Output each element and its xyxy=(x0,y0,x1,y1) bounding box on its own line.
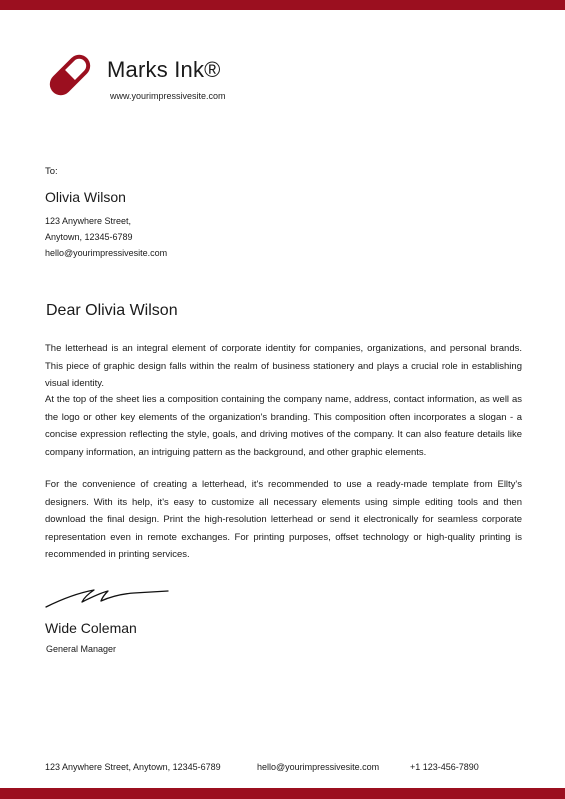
recipient-email: hello@yourimpressivesite.com xyxy=(45,248,168,258)
recipient-address-line1: 123 Anywhere Street, xyxy=(45,216,132,226)
recipient-name: Olivia Wilson xyxy=(45,189,126,205)
body-paragraph-3: For the convenience of creating a letterhead, it's recommended to use a ready-made template from Ellty's designers. With its help, it's easy to customize all necessary elements using simple editing tools and then download the final design. Print the high-resolution letterhead or send it electronically for seamless corporate representation even in remote exchanges. For printing purposes, offset technology or high-quality printing is recommended in printing services. xyxy=(45,479,522,561)
recipient-address-line2: Anytown, 12345-6789 xyxy=(45,232,133,242)
footer-address: 123 Anywhere Street, Anytown, 12345-6789 xyxy=(45,762,221,772)
to-label: To: xyxy=(45,166,58,177)
sender-name: Wide Coleman xyxy=(45,620,137,636)
handwritten-signature xyxy=(44,583,172,613)
salutation: Dear Olivia Wilson xyxy=(46,302,178,319)
body-paragraph-2: At the top of the sheet lies a composition containing the company name, address, contact information, as well as the logo or other key elements of the organization's branding. This composition often incorporates a slogan - a concise expression reflecting the style, goals, and driving motives of the company. It can also feature details like company information, an intriguing pattern as the background, and other graphic elements. xyxy=(45,394,522,458)
pill-capsule-icon xyxy=(44,48,96,102)
top-accent-bar xyxy=(0,0,565,10)
footer-phone: +1 123-456-7890 xyxy=(410,762,479,772)
bottom-accent-bar xyxy=(0,788,565,799)
body-paragraph-1: The letterhead is an integral element of corporate identity for companies, organizations, and personal brands. This piece of graphic design falls within the realm of business stationery and plays a crucial role in establishing visual identity. xyxy=(45,343,522,390)
sender-title: General Manager xyxy=(46,644,117,654)
footer-email: hello@yourimpressivesite.com xyxy=(257,762,380,772)
brand-website: www.yourimpressivesite.com xyxy=(110,91,226,101)
brand-name: Marks Ink® xyxy=(107,57,221,82)
